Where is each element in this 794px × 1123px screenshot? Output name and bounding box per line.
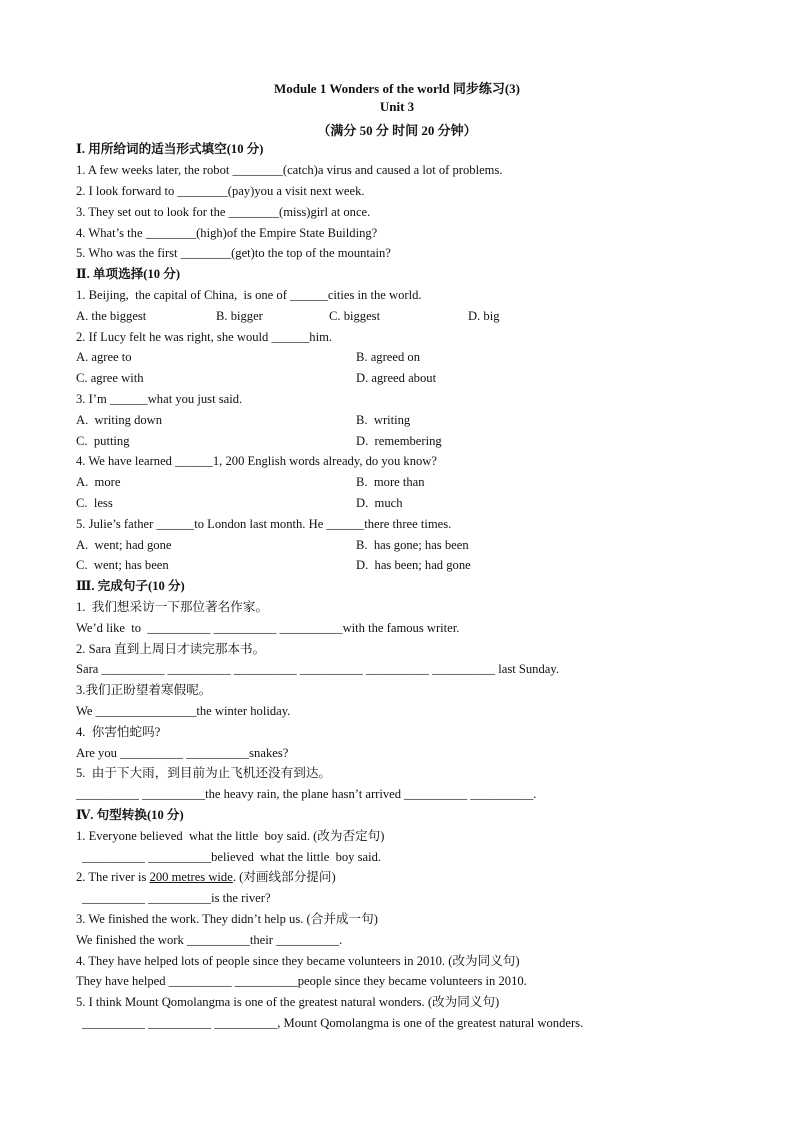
s3-prompt-1: 1. 我们想采访一下那位著名作家。 [76, 600, 269, 614]
section-2-title: Ⅱ. 单项选择(10 分) [76, 267, 181, 281]
s4-answer-1: __________ __________believed what the little boy said. [82, 850, 382, 864]
s2-q2-option-a: A. agree to [76, 350, 132, 364]
s2-q4-option-b: B. more than [356, 475, 425, 489]
s2-q5-option-c: C. went; has been [76, 558, 169, 572]
s2-question-2: 2. If Lucy felt he was right, she would ______him. [76, 330, 333, 344]
s2-question-4: 4. We have learned ______1, 200 English words already, do you know? [76, 454, 437, 468]
s4-question-4: 4. They have helped lots of people since they became volunteers in 2010. (改为同义句) [76, 954, 520, 968]
s2-q2-option-d: D. agreed about [356, 371, 437, 385]
s2-q4-option-d: D. much [356, 496, 403, 510]
s3-answer-2: Sara __________ __________ __________ __________ __________ __________ last Sunday. [76, 662, 559, 676]
s2-question-5: 5. Julie’s father ______to London last month. He ______there three times. [76, 517, 452, 531]
s4-q2-text-end: . (对画线部分提问) [232, 870, 336, 884]
s2-question-3: 3. I’m ______what you just said. [76, 392, 243, 406]
s1-question-1: 1. A few weeks later, the robot ________(catch)a virus and caused a lot of problems. [76, 163, 503, 177]
s2-q2-option-c: C. agree with [76, 371, 144, 385]
s4-answer-2: __________ __________is the river? [82, 891, 271, 905]
s3-answer-3: We ________________the winter holiday. [76, 704, 291, 718]
s2-question-1: 1. Beijing, the capital of China, is one of ______cities in the world. [76, 288, 422, 302]
unit-label: Unit 3 [379, 99, 415, 114]
s3-prompt-5: 5. 由于下大雨，到目前为止飞机还没有到达。 [76, 766, 332, 780]
section-3-title: Ⅲ. 完成句子(10 分) [76, 579, 185, 593]
section-1-title: Ⅰ. 用所给词的适当形式填空(10 分) [76, 142, 264, 156]
s2-q1-option-c: C. biggest [329, 309, 381, 323]
s4-answer-5: __________ __________ __________, Mount Qomolangma is one of the greatest natural wonders. [82, 1016, 584, 1030]
s1-question-2: 2. I look forward to ________(pay)you a visit next week. [76, 184, 365, 198]
s2-q5-option-b: B. has gone; has been [356, 538, 469, 552]
s3-prompt-2: 2. Sara 直到上周日才读完那本书。 [76, 642, 266, 656]
s2-q5-option-a: A. went; had gone [76, 538, 172, 552]
s3-answer-5: __________ __________the heavy rain, the plane hasn’t arrived __________ __________. [76, 787, 537, 801]
s2-q1-option-d: D. big [468, 309, 500, 323]
s2-q5-option-d: D. has been; had gone [356, 558, 471, 572]
s2-q4-option-a: A. more [76, 475, 121, 489]
s2-q1-option-b: B. bigger [216, 309, 263, 323]
s2-q3-option-a: A. writing down [76, 413, 163, 427]
s2-q1-option-a: A. the biggest [76, 309, 147, 323]
s4-answer-4: They have helped __________ __________people since they became volunteers in 2010. [76, 974, 527, 988]
s4-q2-text-start: 2. The river is [76, 870, 150, 884]
s1-question-4: 4. What’s the ________(high)of the Empire State Building? [76, 226, 378, 240]
section-4-title: Ⅳ. 句型转换(10 分) [76, 808, 184, 822]
s2-q2-option-b: B. agreed on [356, 350, 420, 364]
s4-question-2 [76, 869, 336, 885]
s4-answer-3: We finished the work __________their __________. [76, 933, 343, 947]
s3-answer-4: Are you __________ __________snakes? [76, 746, 289, 760]
s4-question-5: 5. I think Mount Qomolangma is one of the greatest natural wonders. (改为同义句) [76, 995, 500, 1009]
s2-q3-option-b: B. writing [356, 413, 411, 427]
s3-answer-1: We’d like to __________ __________ __________with the famous writer. [76, 621, 460, 635]
s4-question-3: 3. We finished the work. They didn’t help us. (合并成一句) [76, 912, 378, 926]
s1-question-3: 3. They set out to look for the ________(miss)girl at once. [76, 205, 371, 219]
s3-prompt-3: 3.我们正盼望着寒假呢。 [76, 683, 212, 697]
page-title: Module 1 Wonders of the world 同步练习(3) [273, 81, 521, 96]
s4-q2-underlined-part: 200 metres wide [149, 870, 233, 884]
score-time-note: （满分 50 分 时间 20 分钟） [317, 123, 477, 138]
s3-prompt-4: 4. 你害怕蛇吗? [76, 725, 161, 739]
s2-q3-option-d: D. remembering [356, 434, 442, 448]
s2-q3-option-c: C. putting [76, 434, 130, 448]
s2-q4-option-c: C. less [76, 496, 113, 510]
s1-question-5: 5. Who was the first ________(get)to the top of the mountain? [76, 246, 391, 260]
s4-question-1: 1. Everyone believed what the little boy said. (改为否定句) [76, 829, 385, 843]
